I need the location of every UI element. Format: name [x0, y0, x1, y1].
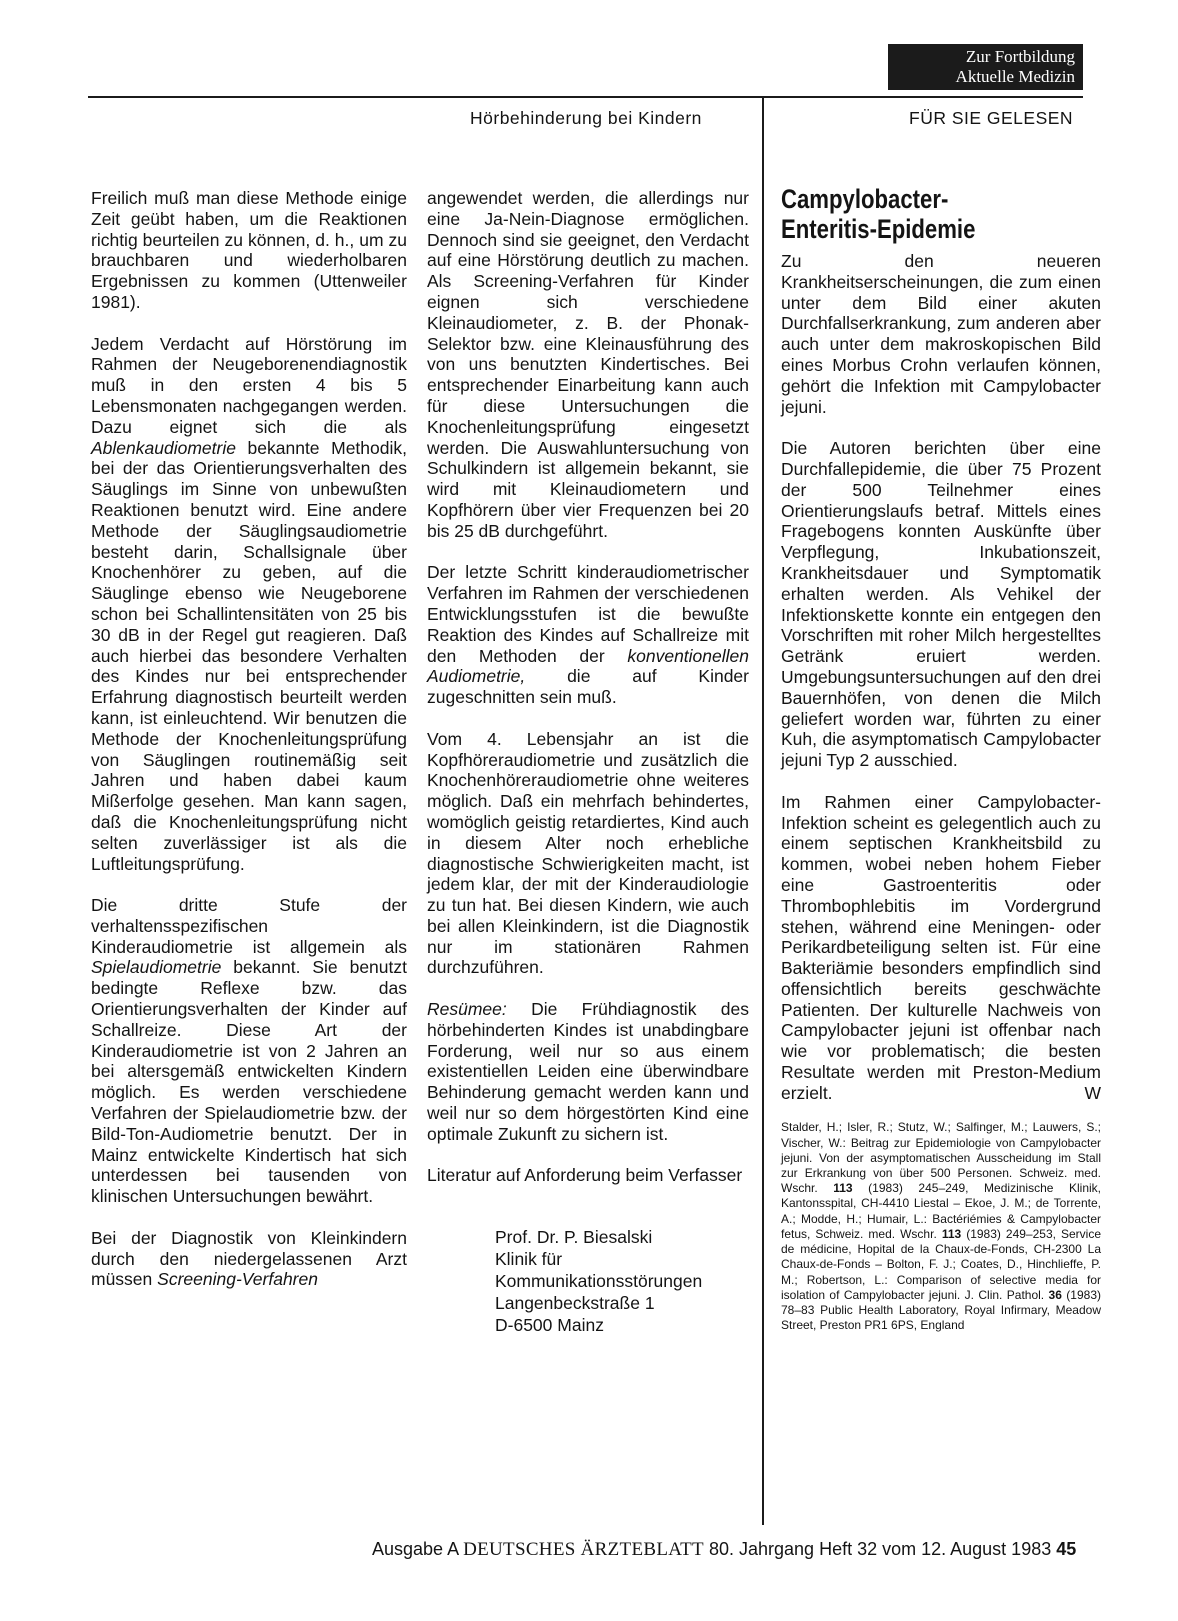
article-paragraph-5: Der letzte Schritt kinderaudiometrischer Verfahren im Rahmen der verschiedenen Entwicklungsstufen ist die bewußte Reaktion des Kindes auf Schallreize mit den Methoden der konventionellen Audiometrie, die auf Kinder zugeschnitten sein muß.: [427, 562, 749, 708]
sidebar-paragraph-3: Im Rahmen einer Campylobacter-Infektion scheint es gelegentlich auch zu einem septischen Krankheitsbild zu kommen, wobei neben hohem Fieber eine Gastroenteritis oder Thrombophlebitis im Vordergrund stehen, während eine Meningen- oder Perikardbeteiligung selten ist. Für eine Bakteriämie besonders empfindlich sind offensichtlich bereits geschwächte Patienten. Der kulturelle Nachweis von Campylobacter jejuni ist offenbar nach wie vor problematisch; die besten Resultate werden mit Preston-Medium erzielt. W: [781, 791, 1101, 1103]
footer-edition: Ausgabe A: [372, 1539, 459, 1559]
section-badge: [888, 44, 1083, 90]
footer-journal: DEUTSCHES ÄRZTEBLATT: [463, 1539, 704, 1560]
footer-issue: 80. Jahrgang Heft 32 vom 12. August 1983: [708, 1539, 1052, 1559]
sidebar-references: Stalder, H.; Isler, R.; Stutz, W.; Salfinger, M.; Lauwers, S.; Vischer, W.: Beitrag zur Epidemiologie von Campylobacter jejuni. Von der asymptomatischen Ausscheidung im Stall zur Erkrankung von über 500 Personen. Schweiz. med. Wschr. 113 (1983) 245–249, Medizinische Klinik, Kantonsspital, CH-4410 Liestal – Ekoe, J. M.; de Torrente, A.; Modde, H.; Humair, L.: Bactériémies & Campylobacter fetus, Schweiz. med. Wschr. 113 (1983) 249–253, Service de médicine, Hopital de la Chaux-de-Fonds, CH-2300 La Chaux-de-Fonds – Bolton, F. J.; Coates, D., Hinchlieffe, P. M.; Robertson, L.: Comparison of selective media for isolation of Campylobacter jejuni. J. Clin. Pathol. 36 (1983) 78–83 Public Health Laboratory, Royal Infirmary, Meadow Street, Preston PR1 6PS, England: [781, 1120, 1101, 1333]
running-head-left: Hörbehinderung bei Kindern: [470, 108, 702, 128]
page-footer: [372, 1539, 1076, 1561]
article-paragraph-3: Die dritte Stufe der verhaltensspezifischen Kinderaudiometrie ist allgemein als Spielaudiometrie bekannt. Sie benutzt bedingte Reflexe bzw. das Orientierungsverhalten der Kinder auf Schallreize. Diese Art der Kinderaudiometrie ist von 2 Jahren an bei altersgemäß entwickelten Kindern möglich. Es werden verschiedene Verfahren der Spielaudiometrie bzw. der Bild-Ton-Audiometrie benutzt. Der in Mainz entwickelte Kindertisch hat sich unterdessen bei tausenden von klinischen Untersuchungen bewährt.: [91, 895, 407, 1207]
article-paragraph-2: Jedem Verdacht auf Hörstörung im Rahmen der Neugeborenendiagnostik muß in den ersten 4 bis 5 Lebensmonaten nachgegangen werden. Dazu eignet sich die als Ablenkaudiometrie bekannte Methodik, bei der das Orientierungsverhalten des Säuglings im Sinne von unbewußten Reaktionen benutzt wird. Eine andere Methode der Säuglingsaudiometrie besteht darin, Schallsignale über Knochenhörer zu geben, auf die Säuglinge ebenso wie Neugeborene schon bei Schallintensitäten von 25 bis 30 dB in der Regel gut reagieren. Daß auch hierbei das besondere Verhalten des Kindes nur bei entsprechender Erfahrung diagnostisch beurteilt werden kann, ist einleuchtend. Wir benutzen die Methode der Knochenleitungsprüfung von Säuglingen routinemäßig seit Jahren und haben dabei kaum Mißerfolge gesehen. Man kann sagen, daß die Knochenleitungsprüfung nicht selten zuverlässiger ist als die Luftleitungsprüfung.: [91, 333, 407, 874]
badge-line-2: Aktuelle Medizin: [955, 67, 1075, 86]
sidebar-column: [781, 184, 1101, 1333]
address-line: D-6500 Mainz: [495, 1315, 604, 1336]
badge-line-1: Zur Fortbildung: [965, 47, 1075, 66]
article-paragraph-4-continued: angewendet werden, die allerdings nur eine Ja-Nein-Diagnose ermöglichen. Dennoch sind sie geeignet, den Verdacht auf eine Hörstörung deutlich zu machen. Als Screening-Verfahren für Kinder eignen sich verschiedene Kleinaudiometer, z. B. der Phonak-Selektor bzw. eine Kleinausführung des von uns benutzten Kindertisches. Bei entsprechender Einarbeitung kann auch für diese Untersuchungen die Knochenleitungsprüfung eingesetzt werden. Die Auswahluntersuchung von Schulkindern ist allgemein bekannt, sie wird mit Kleinaudiometern und Kopfhörern über vier Frequenzen bei 20 bis 25 dB durchgeführt.: [427, 188, 749, 541]
article-paragraph-4: Bei der Diagnostik von Kleinkindern durch den niedergelassenen Arzt müssen Screening-Verfahren: [91, 1227, 407, 1290]
address-line: Prof. Dr. P. Biesalski: [495, 1227, 653, 1248]
article-column-1: [91, 188, 407, 1311]
article-summary: Resümee: Die Frühdiagnostik des hörbehinderten Kindes ist unabdingbare Forderung, weil nur so aus einem existentiellen Leiden eine überwindbare Behinderung gemacht werden kann und weil nur so dem hörgestörten Kind eine optimale Zukunft zu sichern ist.: [427, 999, 749, 1144]
literature-note: Literatur auf Anforderung beim Verfasser: [427, 1165, 743, 1186]
article-column-2: [427, 188, 749, 1336]
column-divider: [762, 96, 764, 1525]
sidebar-title: Campylobacter- Enteritis-Epidemie: [781, 184, 976, 244]
address-line: Kommunikationsstörungen: [495, 1271, 703, 1292]
sidebar-paragraph-2: Die Autoren berichten über eine Durchfallepidemie, die über 75 Prozent der 500 Teilnehmer eines Orientierungslaufs betraf. Mittels eines Fragebogens konnten Auskünfte über Verpflegung, Inkubationszeit, Krankheitsdauer und Symptomatik erhalten werden. Als Vehikel der Infektionskette konnte ein entgegen den Vorschriften mit roher Milch hergestelltes Getränk eruiert werden. Umgebungsuntersuchungen auf den drei Bauernhöfen, von denen die Milch geliefert worden war, führten zu einer Kuh, die asymptomatisch Campylobacter jejuni Typ 2 ausschied.: [781, 438, 1101, 771]
address-line: Klinik für: [495, 1249, 563, 1270]
address-line: Langenbeckstraße 1: [495, 1293, 655, 1314]
header-rule: [88, 96, 1083, 98]
article-paragraph-1: Freilich muß man diese Methode einige Zeit geübt haben, um die Reaktionen richtig beurteilen zu können, d. h., um zu brauchbaren und wiederholbaren Ergebnissen zu kommen (Uttenweiler 1981).: [91, 188, 407, 312]
article-paragraph-6: Vom 4. Lebensjahr an ist die Kopfhöreraudiometrie und zusätzlich die Knochenhöreraudiometrie ohne weiteres möglich. Daß ein mehrfach behindertes, womöglich geistig retardiertes, Kind auch in diesem Alter noch erhebliche diagnostische Schwierigkeiten macht, ist jedem klar, der mit der Kinderaudiologie zu tun hat. Bei diesen Kindern, wie auch bei allen Kleinkindern, ist die Diagnostik nur im stationären Rahmen durchzuführen.: [427, 728, 749, 978]
author-address: [427, 1226, 749, 1336]
running-head-right: FÜR SIE GELESEN: [909, 108, 1074, 128]
sidebar-paragraph-1: Zu den neueren Krankheitserscheinungen, die zum einen unter dem Bild einer akuten Durchfallserkrankung, zum anderen aber auch unter dem makroskopischen Bild eines Morbus Crohn verlaufen können, gehört die Infektion mit Campylobacter jejuni.: [781, 251, 1101, 417]
page-number: 45: [1056, 1539, 1077, 1559]
author-signature: W: [1084, 1082, 1101, 1103]
